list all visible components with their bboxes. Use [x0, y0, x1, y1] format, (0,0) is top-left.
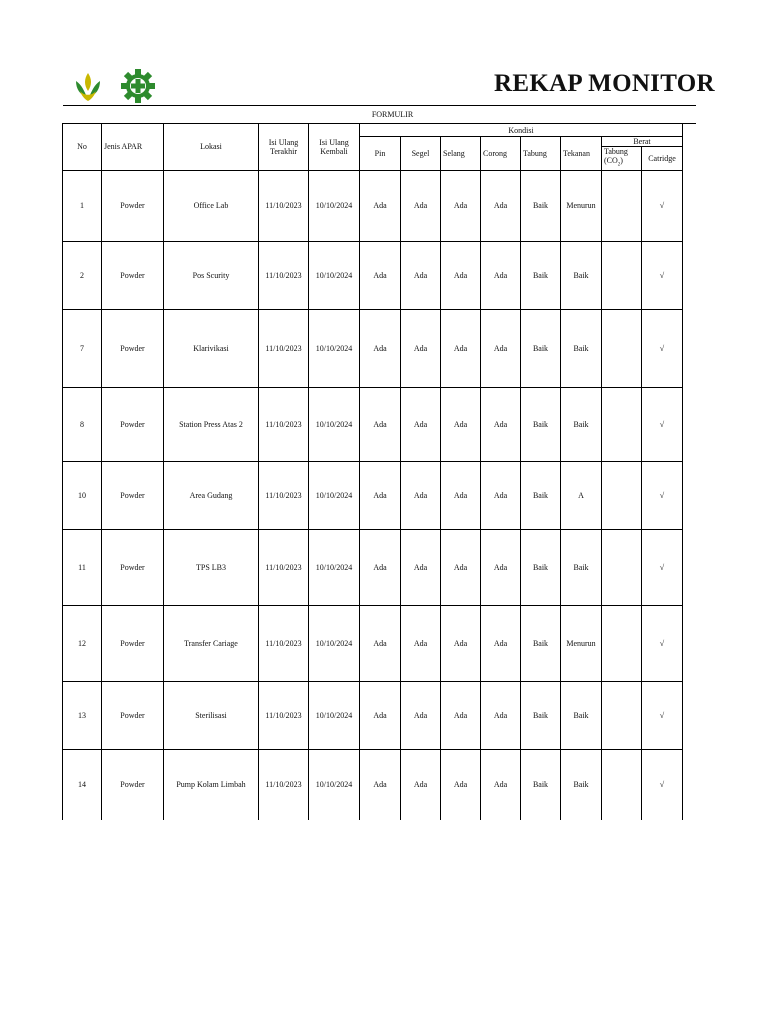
cell-no: 10	[63, 461, 102, 529]
cell-tekanan: A	[561, 461, 602, 529]
col-header-jenis: Jenis APAR	[102, 124, 164, 171]
cell-segel: Ada	[401, 749, 441, 820]
cell-no: 12	[63, 605, 102, 681]
cell-berat-tabung	[602, 605, 642, 681]
cell-pin: Ada	[360, 387, 401, 461]
cell-segel: Ada	[401, 605, 441, 681]
cell-berat-tabung	[602, 241, 642, 309]
cell-terakhir: 11/10/2023	[259, 461, 309, 529]
cell-lokasi: Pos Scurity	[164, 241, 259, 309]
cell-catridge: √	[642, 387, 683, 461]
cell-tekanan: Menurun	[561, 170, 602, 241]
cell-extra	[683, 749, 697, 820]
col-header-segel: Segel	[401, 137, 441, 171]
cell-extra	[683, 170, 697, 241]
table-row	[63, 681, 697, 749]
col-header-tabung: Tabung	[521, 137, 561, 171]
cell-corong: Ada	[481, 170, 521, 241]
berat-tabung-label: Tabung (CO	[604, 147, 628, 165]
cell-jenis: Powder	[102, 461, 164, 529]
table-row	[63, 170, 697, 241]
cell-lokasi: Transfer Cariage	[164, 605, 259, 681]
cell-extra	[683, 681, 697, 749]
cell-segel: Ada	[401, 529, 441, 605]
cell-lokasi: Pump Kolam Limbah	[164, 749, 259, 820]
cell-no: 2	[63, 241, 102, 309]
cell-jenis: Powder	[102, 170, 164, 241]
cell-berat-tabung	[602, 170, 642, 241]
cell-pin: Ada	[360, 309, 401, 387]
cell-corong: Ada	[481, 529, 521, 605]
cell-terakhir: 11/10/2023	[259, 387, 309, 461]
header-row-1	[63, 124, 697, 137]
cell-kembali: 10/10/2024	[309, 461, 360, 529]
cell-selang: Ada	[441, 170, 481, 241]
cell-catridge: √	[642, 309, 683, 387]
cell-catridge: √	[642, 749, 683, 820]
cell-terakhir: 11/10/2023	[259, 529, 309, 605]
cell-jenis: Powder	[102, 749, 164, 820]
col-header-no: No	[63, 124, 102, 171]
cell-selang: Ada	[441, 387, 481, 461]
cell-no: 11	[63, 529, 102, 605]
apar-table-container	[62, 105, 696, 820]
table-row	[63, 749, 697, 820]
cell-terakhir: 11/10/2023	[259, 170, 309, 241]
cell-tekanan: Baik	[561, 241, 602, 309]
cell-catridge: √	[642, 681, 683, 749]
cell-kembali: 10/10/2024	[309, 605, 360, 681]
cell-terakhir: 11/10/2023	[259, 241, 309, 309]
cell-lokasi: Area Gudang	[164, 461, 259, 529]
cell-kembali: 10/10/2024	[309, 387, 360, 461]
cell-berat-tabung	[602, 529, 642, 605]
cell-extra	[683, 461, 697, 529]
cell-segel: Ada	[401, 241, 441, 309]
berat-tabung-sub: 2	[617, 162, 621, 168]
cell-catridge: √	[642, 605, 683, 681]
cell-lokasi: Klarivikasi	[164, 309, 259, 387]
cell-tabung: Baik	[521, 309, 561, 387]
cell-tabung: Baik	[521, 387, 561, 461]
col-header-berat-tabung	[602, 147, 642, 171]
cell-terakhir: 11/10/2023	[259, 749, 309, 820]
col-header-kondisi: Kondisi	[360, 124, 683, 137]
cell-pin: Ada	[360, 529, 401, 605]
cell-no: 13	[63, 681, 102, 749]
cell-segel: Ada	[401, 681, 441, 749]
cell-lokasi: Sterilisasi	[164, 681, 259, 749]
cell-lokasi: Station Press Atas 2	[164, 387, 259, 461]
cell-segel: Ada	[401, 170, 441, 241]
cell-selang: Ada	[441, 529, 481, 605]
cell-corong: Ada	[481, 749, 521, 820]
cell-kembali: 10/10/2024	[309, 309, 360, 387]
cell-corong: Ada	[481, 605, 521, 681]
cell-tabung: Baik	[521, 749, 561, 820]
cell-extra	[683, 241, 697, 309]
cell-jenis: Powder	[102, 241, 164, 309]
cell-tekanan: Menurun	[561, 605, 602, 681]
table-row	[63, 605, 697, 681]
gear-cross-icon	[120, 68, 156, 104]
cell-jenis: Powder	[102, 309, 164, 387]
cell-corong: Ada	[481, 387, 521, 461]
cell-tekanan: Baik	[561, 749, 602, 820]
cell-berat-tabung	[602, 309, 642, 387]
cell-terakhir: 11/10/2023	[259, 605, 309, 681]
form-label-row	[63, 106, 697, 124]
table-row	[63, 309, 697, 387]
cell-pin: Ada	[360, 605, 401, 681]
cell-no: 8	[63, 387, 102, 461]
table-row	[63, 387, 697, 461]
cell-selang: Ada	[441, 309, 481, 387]
cell-extra	[683, 605, 697, 681]
apar-monitoring-table	[62, 105, 696, 820]
cell-kembali: 10/10/2024	[309, 749, 360, 820]
col-header-catridge: Catridge	[642, 147, 683, 171]
cell-tabung: Baik	[521, 170, 561, 241]
cell-berat-tabung	[602, 749, 642, 820]
cell-kembali: 10/10/2024	[309, 529, 360, 605]
cell-terakhir: 11/10/2023	[259, 681, 309, 749]
col-header-pin: Pin	[360, 137, 401, 171]
cell-terakhir: 11/10/2023	[259, 309, 309, 387]
cell-lokasi: TPS LB3	[164, 529, 259, 605]
cell-catridge: √	[642, 241, 683, 309]
cell-extra	[683, 309, 697, 387]
cell-corong: Ada	[481, 241, 521, 309]
form-label: FORMULIR	[63, 106, 697, 124]
cell-tekanan: Baik	[561, 387, 602, 461]
cell-catridge: √	[642, 170, 683, 241]
cell-tabung: Baik	[521, 241, 561, 309]
cell-tabung: Baik	[521, 529, 561, 605]
cell-berat-tabung	[602, 387, 642, 461]
cell-corong: Ada	[481, 681, 521, 749]
cell-selang: Ada	[441, 461, 481, 529]
cell-tabung: Baik	[521, 681, 561, 749]
col-header-tekanan: Tekanan	[561, 137, 602, 171]
cell-corong: Ada	[481, 461, 521, 529]
table-row	[63, 461, 697, 529]
page-title: REKAP MONITOR	[494, 70, 715, 97]
cell-catridge: √	[642, 529, 683, 605]
col-header-isi-kembali: Isi Ulang Kembali	[309, 124, 360, 171]
cell-catridge: √	[642, 461, 683, 529]
cell-tabung: Baik	[521, 605, 561, 681]
cell-selang: Ada	[441, 681, 481, 749]
cell-pin: Ada	[360, 749, 401, 820]
col-header-isi-terakhir: Isi Ulang Terakhir	[259, 124, 309, 171]
cell-berat-tabung	[602, 461, 642, 529]
cell-extra	[683, 387, 697, 461]
cell-kembali: 10/10/2024	[309, 241, 360, 309]
cell-no: 7	[63, 309, 102, 387]
cell-jenis: Powder	[102, 605, 164, 681]
cell-segel: Ada	[401, 309, 441, 387]
cell-kembali: 10/10/2024	[309, 681, 360, 749]
cell-selang: Ada	[441, 605, 481, 681]
table-body	[63, 170, 697, 820]
cell-pin: Ada	[360, 681, 401, 749]
col-header-corong: Corong	[481, 137, 521, 171]
col-header-berat: Berat	[602, 137, 683, 147]
cell-lokasi: Office Lab	[164, 170, 259, 241]
table-row	[63, 241, 697, 309]
cell-segel: Ada	[401, 461, 441, 529]
cell-jenis: Powder	[102, 529, 164, 605]
cell-pin: Ada	[360, 461, 401, 529]
col-header-lokasi: Lokasi	[164, 124, 259, 171]
cell-no: 14	[63, 749, 102, 820]
cell-corong: Ada	[481, 309, 521, 387]
cell-tekanan: Baik	[561, 681, 602, 749]
cell-berat-tabung	[602, 681, 642, 749]
cell-kembali: 10/10/2024	[309, 170, 360, 241]
cell-pin: Ada	[360, 241, 401, 309]
cell-tekanan: Baik	[561, 309, 602, 387]
cell-pin: Ada	[360, 170, 401, 241]
col-header-selang: Selang	[441, 137, 481, 171]
cell-no: 1	[63, 170, 102, 241]
cell-tekanan: Baik	[561, 529, 602, 605]
cell-jenis: Powder	[102, 387, 164, 461]
cell-segel: Ada	[401, 387, 441, 461]
leaf-emblem-icon	[70, 69, 106, 105]
cell-selang: Ada	[441, 241, 481, 309]
cell-tabung: Baik	[521, 461, 561, 529]
table-row	[63, 529, 697, 605]
cell-jenis: Powder	[102, 681, 164, 749]
empty-header-cell	[683, 124, 697, 171]
cell-extra	[683, 529, 697, 605]
cell-selang: Ada	[441, 749, 481, 820]
berat-tabung-end: )	[620, 156, 623, 165]
